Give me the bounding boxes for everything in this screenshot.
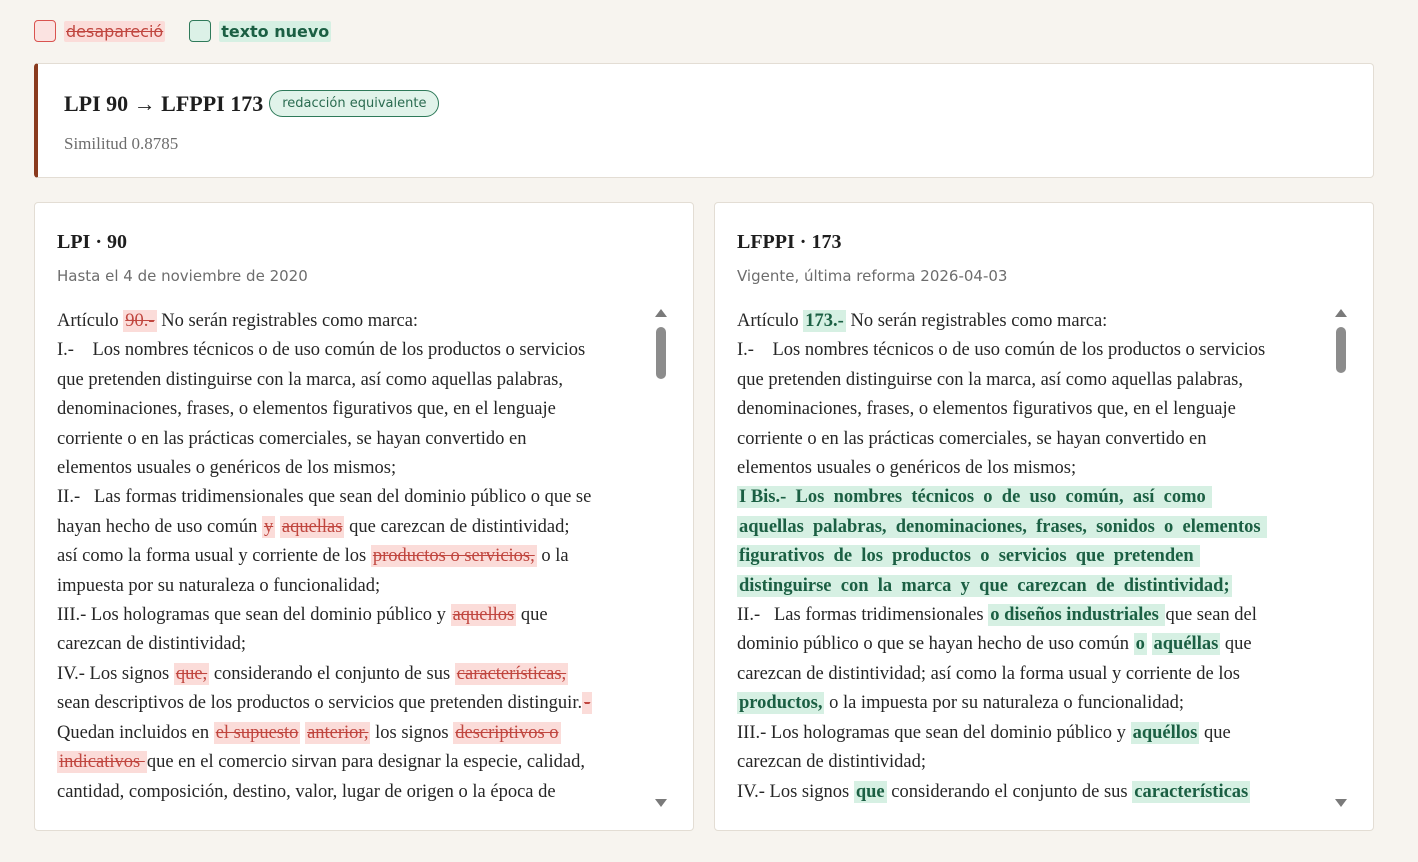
text-segment: III.- Los hologramas que sean del dominio público y	[737, 722, 1131, 743]
right-panel	[714, 202, 1374, 831]
text-segment: dominio público o que se hayan hecho de uso común	[737, 634, 1134, 655]
text-line	[737, 778, 1331, 807]
text-line	[737, 425, 1331, 454]
inserted-text: productos,	[739, 693, 823, 714]
scroll-up-icon[interactable]	[655, 309, 667, 317]
left-panel-text[interactable]	[57, 307, 651, 811]
deleted-text: descriptivos o	[455, 722, 559, 743]
deleted-text: y	[263, 516, 274, 537]
text-line	[737, 395, 1331, 424]
inserted-text: I Bis.- Los nombres técnicos o de uso común, así como	[739, 487, 1211, 508]
text-line	[737, 336, 1331, 365]
text-segment: o la	[536, 546, 569, 567]
text-segment: Artículo	[57, 311, 124, 331]
text-line	[737, 748, 1331, 777]
text-segment: No serán registrables como marca:	[156, 311, 419, 331]
right-panel-title: LFPPI · 173	[737, 231, 842, 253]
deleted-text: indicativos	[59, 752, 145, 773]
text-segment: III.- Los hologramas que sean del dominio público y	[57, 605, 451, 626]
text-segment: corriente o en las prácticas comerciales, se hayan convertido en	[57, 428, 527, 449]
deleted-swatch-icon	[34, 20, 56, 42]
left-panel-title: LPI · 90	[57, 231, 128, 253]
text-segment: I.- Los nombres técnicos o de uso común de los productos o servicios	[57, 340, 586, 361]
text-segment: que	[516, 605, 548, 626]
inserted-text: aquéllos	[1132, 722, 1198, 743]
right-panel-text[interactable]	[737, 307, 1331, 811]
text-line	[57, 542, 651, 571]
comparison-title: LPI 90 → LFPPI 173	[64, 90, 264, 116]
text-line	[57, 719, 651, 748]
deleted-text: el supuesto	[215, 722, 299, 743]
text-segment: carezcan de distintividad;	[737, 752, 927, 773]
text-line	[737, 601, 1331, 630]
left-panel	[34, 202, 694, 831]
text-line	[57, 513, 651, 542]
scroll-thumb[interactable]	[656, 327, 666, 379]
text-line	[57, 366, 651, 395]
text-line	[737, 719, 1331, 748]
inserted-swatch-icon	[189, 20, 211, 42]
text-segment: IV.- Los signos	[57, 663, 174, 684]
inserted-text: 173.-	[805, 311, 844, 331]
right-panel-subtitle: Vigente, última reforma 2026-04-03	[737, 267, 1008, 285]
legend-inserted	[189, 20, 331, 42]
deleted-text: 90.-	[125, 311, 155, 331]
text-segment: que	[1220, 634, 1252, 655]
text-line	[57, 395, 651, 424]
left-panel-subtitle: Hasta el 4 de noviembre de 2020	[57, 267, 308, 285]
inserted-text: características	[1134, 781, 1249, 802]
text-line	[737, 689, 1331, 718]
text-line	[57, 778, 651, 807]
text-line	[57, 572, 651, 601]
text-line	[57, 483, 651, 512]
text-segment: que carezcan de distintividad;	[344, 516, 570, 537]
inserted-text: aquéllas	[1153, 634, 1219, 655]
text-line	[57, 630, 651, 659]
text-segment: hayan hecho de uso común	[57, 516, 262, 537]
text-line	[57, 601, 651, 630]
text-segment: corriente o en las prácticas comerciales, se hayan convertido en	[737, 428, 1207, 449]
left-scrollbar[interactable]	[654, 309, 668, 807]
text-line	[737, 660, 1331, 689]
text-line	[57, 307, 651, 336]
text-segment: I.- Los nombres técnicos o de uso común de los productos o servicios	[737, 340, 1266, 361]
inserted-text: aquellas palabras, denominaciones, frases, sonidos o elementos	[739, 516, 1266, 537]
text-segment: IV.- Los signos	[737, 781, 854, 802]
text-segment: los signos	[370, 722, 454, 743]
text-line	[737, 513, 1331, 542]
match-badge: redacción equivalente	[269, 90, 439, 117]
text-line	[57, 336, 651, 365]
diff-legend	[34, 16, 355, 46]
text-segment: carezcan de distintividad; así como la forma usual y corriente de los	[737, 663, 1240, 684]
text-segment: considerando el conjunto de sus	[886, 781, 1133, 802]
text-segment: Quedan incluidos en	[57, 722, 214, 743]
text-line	[57, 660, 651, 689]
text-segment: así como la forma usual y corriente de los	[57, 546, 371, 567]
legend-deleted	[34, 20, 165, 42]
text-segment: II.- Las formas tridimensionales	[737, 605, 989, 626]
text-segment: Artículo	[737, 311, 804, 331]
scroll-down-icon[interactable]	[1335, 799, 1347, 807]
text-segment: que en el comercio sirvan para designar la especie, calidad,	[146, 752, 585, 773]
text-segment: II.- Las formas tridimensionales que sean del dominio público o que se	[57, 487, 592, 508]
legend-inserted-label: texto nuevo	[221, 21, 330, 41]
scroll-thumb[interactable]	[1336, 327, 1346, 373]
deleted-text: que,	[175, 663, 208, 684]
inserted-text: distinguirse con la marca y que carezcan de distintividad;	[739, 575, 1230, 596]
text-line	[737, 542, 1331, 571]
text-line	[737, 572, 1331, 601]
deleted-text: características,	[456, 663, 567, 684]
text-line	[737, 483, 1331, 512]
text-line	[737, 307, 1331, 336]
text-segment: considerando el conjunto de sus	[209, 663, 455, 684]
scroll-down-icon[interactable]	[655, 799, 667, 807]
deleted-text: aquellos	[452, 605, 515, 626]
legend-deleted-label: desapareció	[66, 21, 164, 41]
text-segment: elementos usuales o genéricos de los mismos;	[737, 458, 1077, 479]
inserted-text: o diseños industriales	[990, 605, 1164, 626]
similarity-score: Similitud 0.8785	[64, 134, 179, 153]
text-line	[57, 454, 651, 483]
right-scrollbar[interactable]	[1334, 309, 1348, 807]
text-segment: sean descriptivos de los productos o servicios que pretenden distinguir.	[57, 693, 583, 714]
text-line	[737, 454, 1331, 483]
inserted-text: que	[855, 781, 885, 802]
inserted-text: o	[1135, 634, 1145, 655]
deleted-text: -	[584, 693, 591, 714]
deleted-text: productos o servicios,	[372, 546, 535, 567]
text-line	[737, 630, 1331, 659]
text-line	[737, 366, 1331, 395]
text-segment: que pretenden distinguirse con la marca, así como aquellas palabras,	[737, 369, 1243, 390]
text-segment: o la impuesta por su naturaleza o funcionalidad;	[824, 693, 1185, 714]
text-line	[57, 748, 651, 777]
text-segment: impuesta por su naturaleza o funcionalidad;	[57, 575, 381, 596]
text-segment: cantidad, composición, destino, valor, lugar de origen o la época de	[57, 781, 556, 802]
text-segment: elementos usuales o genéricos de los mismos;	[57, 458, 397, 479]
scroll-up-icon[interactable]	[1335, 309, 1347, 317]
text-segment: denominaciones, frases, o elementos figurativos que, en el lenguaje	[57, 399, 556, 420]
text-line	[57, 425, 651, 454]
comparison-header	[34, 63, 1374, 178]
deleted-text: aquellas	[281, 516, 343, 537]
text-segment: que	[1199, 722, 1231, 743]
text-line	[57, 689, 651, 718]
text-segment: que sean del	[1165, 605, 1257, 626]
text-segment	[1147, 634, 1152, 654]
text-segment: carezcan de distintividad;	[57, 634, 247, 655]
text-segment: No serán registrables como marca:	[845, 311, 1108, 331]
text-segment: denominaciones, frases, o elementos figurativos que, en el lenguaje	[737, 399, 1236, 420]
header-title-row	[64, 90, 439, 117]
inserted-text: figurativos de los productos o servicios que pretenden	[739, 546, 1199, 567]
text-segment: que pretenden distinguirse con la marca, así como aquellas palabras,	[57, 369, 563, 390]
deleted-text: anterior,	[307, 722, 369, 743]
